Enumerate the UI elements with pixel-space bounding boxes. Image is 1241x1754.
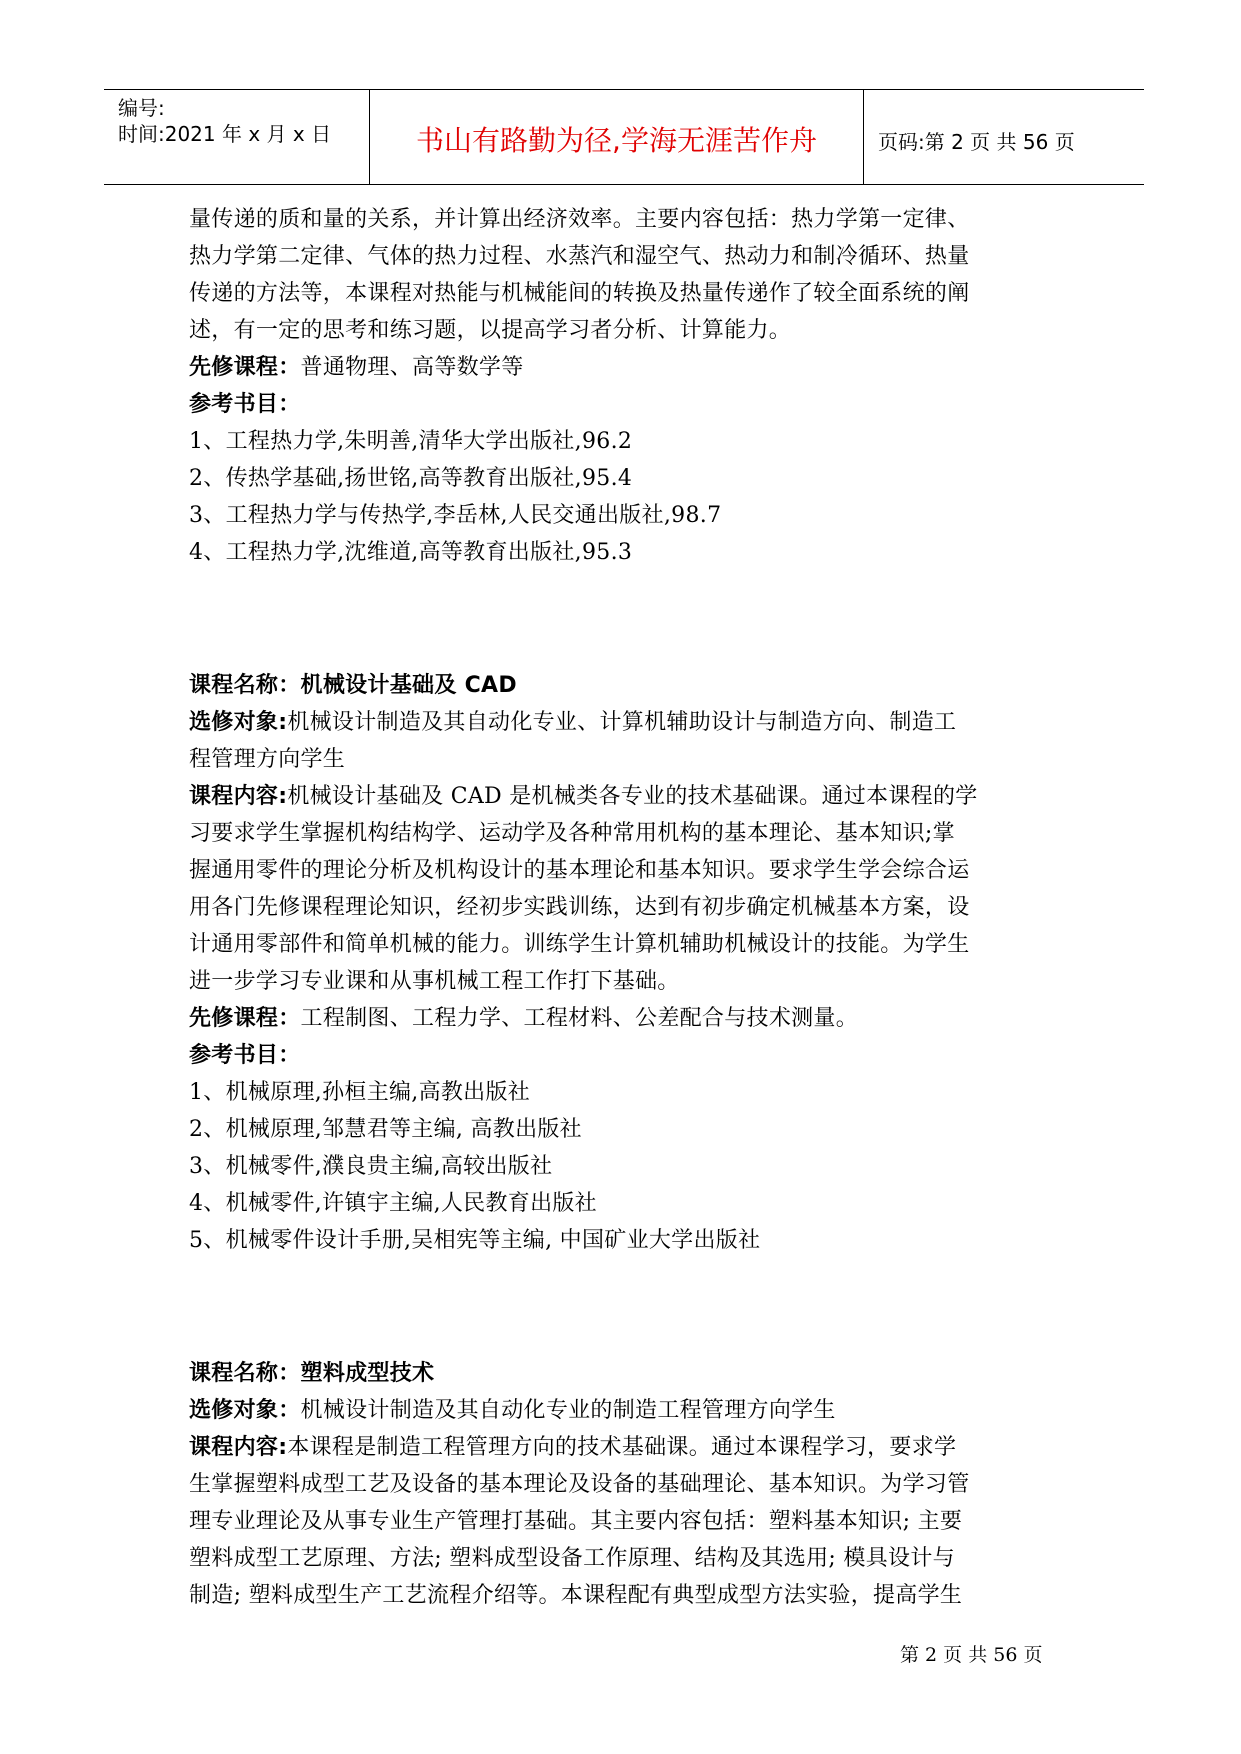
document-time-label: 时间:2021 年 x 月 x 日 (118, 122, 332, 146)
body-line: 用各门先修课程理论知识，经初步实践训练，达到有初步确定机械基本方案，设 (189, 895, 970, 920)
body-line: 习要求学生掌握机构结构学、运动学及各种常用机构的基本理论、基本知识;掌 (189, 821, 955, 846)
course-title: 塑料成型技术 (300, 1361, 435, 1386)
document-number-label: 编号: (118, 96, 165, 120)
field-label: 选修对象: (189, 710, 288, 735)
field-label: 先修课程： (189, 355, 301, 380)
body-line: 理专业理论及从事专业生产管理打基础。其主要内容包括：塑料基本知识; 主要 (189, 1509, 963, 1534)
body-line: 握通用零件的理论分析及机构设计的基本理论和基本知识。要求学生学会综合运 (189, 858, 970, 883)
page-header (104, 89, 1144, 185)
reference-item: 3、机械零件,濮良贵主编,高较出版社 (189, 1154, 553, 1179)
reference-item: 2、机械原理,邹慧君等主编, 高教出版社 (189, 1117, 582, 1142)
field-label: 选修对象： (189, 1398, 301, 1423)
body-line: 热力学第二定律、气体的热力过程、水蒸汽和湿空气、热动力和制冷循环、热量 (189, 244, 970, 269)
field-label: 先修课程： (189, 1006, 301, 1031)
body-line: 量传递的质和量的关系，并计算出经济效率。主要内容包括：热力学第一定律、 (189, 207, 970, 232)
content-line: 课程内容:本课程是制造工程管理方向的技术基础课。通过本课程学习，要求学 (189, 1435, 957, 1460)
reference-item: 4、机械零件,许镇宇主编,人民教育出版社 (189, 1191, 597, 1216)
references-heading (189, 1040, 301, 1072)
references-heading (189, 389, 301, 421)
body-line: 述，有一定的思考和练习题，以提高学习者分析、计算能力。 (189, 318, 792, 343)
audience-line: 选修对象：机械设计制造及其自动化专业的制造工程管理方向学生 (189, 1398, 836, 1423)
field-label: 课程内容: (189, 784, 288, 809)
body-line: 制造; 塑料成型生产工艺流程介绍等。本课程配有典型成型方法实验，提高学生 (189, 1583, 963, 1608)
body-line: 塑料成型工艺原理、方法; 塑料成型设备工作原理、结构及其选用; 模具设计与 (189, 1546, 955, 1571)
field-label: 参考书目： (189, 1043, 301, 1068)
reference-item: 4、工程热力学,沈维道,高等教育出版社,95.3 (189, 540, 633, 565)
body-line: 计通用零部件和简单机械的能力。训练学生计算机辅助机械设计的技能。为学生 (189, 932, 970, 957)
header-page-number: 页码:第 2 页 共 56 页 (878, 130, 1075, 154)
header-motto-cell (370, 90, 864, 184)
field-label: 课程名称： (189, 673, 301, 698)
reference-item: 1、工程热力学,朱明善,清华大学出版社,96.2 (189, 429, 633, 454)
page-footer: 第 2 页 共 56 页 (900, 1644, 1043, 1666)
course-title-line (189, 1358, 434, 1390)
reference-item: 1、机械原理,孙桓主编,高教出版社 (189, 1080, 531, 1105)
reference-item: 2、传热学基础,扬世铭,高等教育出版社,95.4 (189, 466, 633, 491)
field-label: 课程内容: (189, 1435, 288, 1460)
course-title-line (189, 670, 517, 702)
body-line: 程管理方向学生 (189, 747, 346, 772)
course-title: 机械设计基础及 CAD (300, 673, 517, 698)
content-line: 课程内容:机械设计基础及 CAD 是机械类各专业的技术基础课。通过本课程的学 (189, 784, 978, 809)
body-line: 生掌握塑料成型工艺及设备的基本理论及设备的基础理论、基本知识。为学习管 (189, 1472, 970, 1497)
field-label: 课程名称： (189, 1361, 301, 1386)
field-label: 参考书目： (189, 392, 301, 417)
body-line: 进一步学习专业课和从事机械工程工作打下基础。 (189, 969, 680, 994)
prerequisite-line: 先修课程：工程制图、工程力学、工程材料、公差配合与技术测量。 (189, 1006, 859, 1031)
audience-line: 选修对象:机械设计制造及其自动化专业、计算机辅助设计与制造方向、制造工 (189, 710, 957, 735)
header-motto: 书山有路勤为径,学海无涯苦作舟 (416, 124, 817, 157)
header-info-cell (104, 90, 370, 184)
body-line: 传递的方法等，本课程对热能与机械能间的转换及热量传递作了较全面系统的阐 (189, 281, 970, 306)
prerequisite-line: 先修课程：普通物理、高等数学等 (189, 355, 524, 380)
reference-item: 3、工程热力学与传热学,李岳林,人民交通出版社,98.7 (189, 503, 722, 528)
header-page-cell (864, 90, 1144, 184)
reference-item: 5、机械零件设计手册,吴相宪等主编, 中国矿业大学出版社 (189, 1228, 761, 1253)
